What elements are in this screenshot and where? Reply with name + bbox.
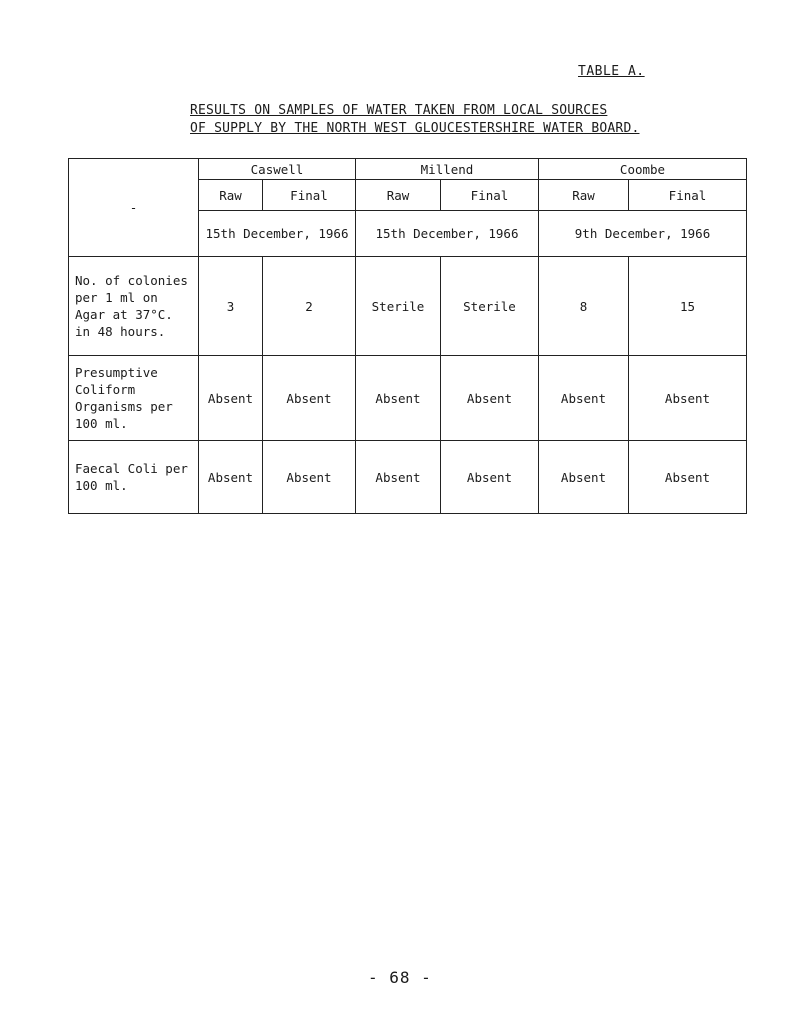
results-table [68,158,747,514]
table-cell: Absent [356,441,441,514]
table-cell: 15 [629,257,747,356]
table-cell: Absent [263,441,356,514]
table-cell: Absent [629,441,747,514]
table-cell: Absent [199,356,263,441]
table-cell: Absent [356,356,441,441]
table-cell: Sterile [356,257,441,356]
sample-type-cell: Final [629,180,747,211]
page-number: - 68 - [368,968,432,987]
table-cell: Absent [539,356,629,441]
sample-type-cell: Raw [356,180,441,211]
date-millend: 15th December, 1966 [356,211,539,257]
title-line-2: OF SUPPLY BY THE NORTH WEST GLOUCESTERSHIRE WATER BOARD. [190,121,640,136]
table-cell: 3 [199,257,263,356]
table-cell: Absent [441,441,539,514]
sample-type-cell: Raw [539,180,629,211]
table-cell: Absent [199,441,263,514]
row-label-faecal: Faecal Coli per 100 ml. [69,441,199,514]
table-cell: Absent [263,356,356,441]
table-cell: Sterile [441,257,539,356]
sample-type-cell: Raw [199,180,263,211]
sample-type-cell: Final [263,180,356,211]
table-row [69,356,747,441]
date-coombe: 9th December, 1966 [539,211,747,257]
table-row [69,257,747,356]
source-coombe: Coombe [539,159,747,180]
table-cell: 8 [539,257,629,356]
row-label-colonies: No. of colonies per 1 ml on Agar at 37°C. in 48 hours. [69,257,199,356]
table-cell: 2 [263,257,356,356]
row-label-coliform: Presumptive Coliform Organisms per 100 ml. [69,356,199,441]
table-label: TABLE A. [578,64,645,79]
table-row [69,441,747,514]
table-cell: Absent [629,356,747,441]
source-header-row [69,159,747,180]
corner-cell: - [69,159,199,257]
source-caswell: Caswell [199,159,356,180]
date-caswell: 15th December, 1966 [199,211,356,257]
sample-type-cell: Final [441,180,539,211]
table-cell: Absent [441,356,539,441]
title-line-1: RESULTS ON SAMPLES OF WATER TAKEN FROM LOCAL SOURCES [190,103,608,118]
table-cell: Absent [539,441,629,514]
source-millend: Millend [356,159,539,180]
